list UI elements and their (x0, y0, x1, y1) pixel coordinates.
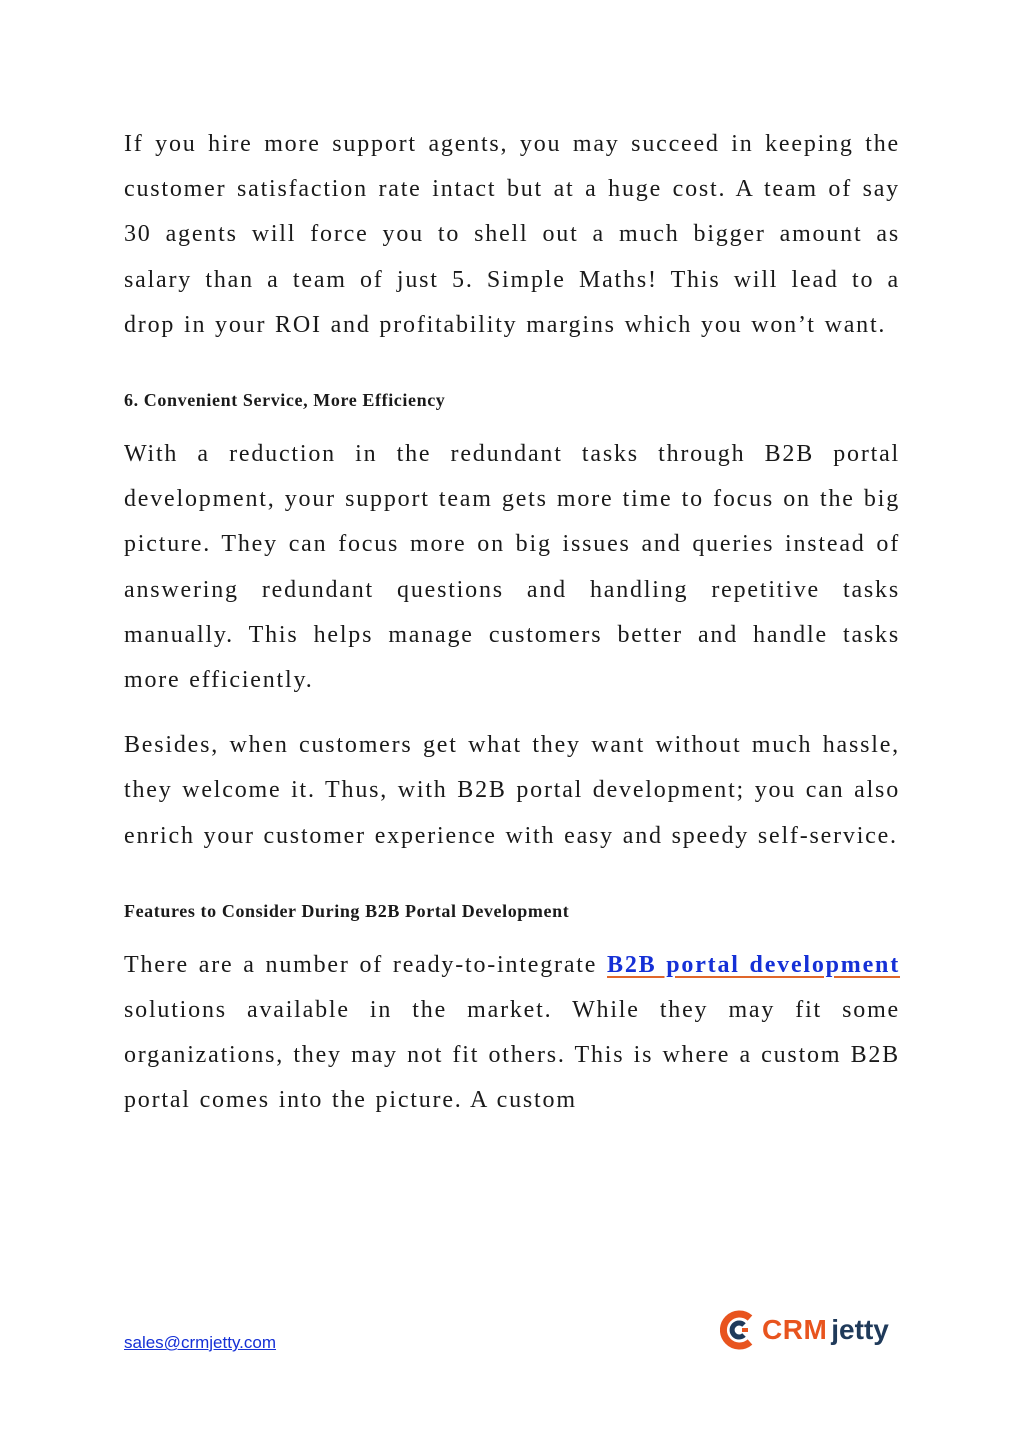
footer-email-link[interactable]: sales@crmjetty.com (124, 1333, 277, 1352)
paragraph-integrate-solutions (124, 943, 900, 1124)
paragraph-support-agents-cost: If you hire more support agents, you may succeed in keeping the customer satisfaction rate intact but at a huge cost. A team of say 30 agents will force you to shell out a much bigger amount as salary than a team of just 5. Simple Maths! This will lead to a drop in your ROI and profitability margins which you won’t want. (124, 131, 900, 338)
paragraph-customer-experience: Besides, when customers get what they want without much hassle, they welcome it. Thus, with B2B portal development; you can also enrich your customer experience with easy and speedy self-service. (124, 732, 900, 849)
paragraph-redundant-tasks: With a reduction in the redundant tasks through B2B portal development, your support team gets more time to focus on the big picture. They can focus more on big issues and queries instead of answering redundant questions and handling repetitive tasks manually. This helps manage customers better and handle tasks more efficiently. (124, 441, 900, 694)
logo-crm-text: CRM (762, 1314, 828, 1345)
paragraph-text-end: solutions available in the market. While they may fit some organizations, they may not fit others. This is where a custom B2B portal comes into the picture. A custom (124, 997, 900, 1114)
crmjetty-c-logo-icon (720, 1310, 756, 1350)
section-heading-convenient-service: 6. Convenient Service, More Efficiency (124, 390, 446, 411)
logo-jetty-text: jetty (831, 1314, 889, 1345)
document-body (124, 122, 900, 1124)
paragraph-text-start: There are a number of ready-to-integrate (124, 951, 608, 978)
crmjetty-logo (720, 1305, 889, 1355)
section-heading-features: Features to Consider During B2B Portal Development (124, 900, 570, 921)
b2b-portal-development-link[interactable]: B2B portal development (607, 951, 900, 978)
